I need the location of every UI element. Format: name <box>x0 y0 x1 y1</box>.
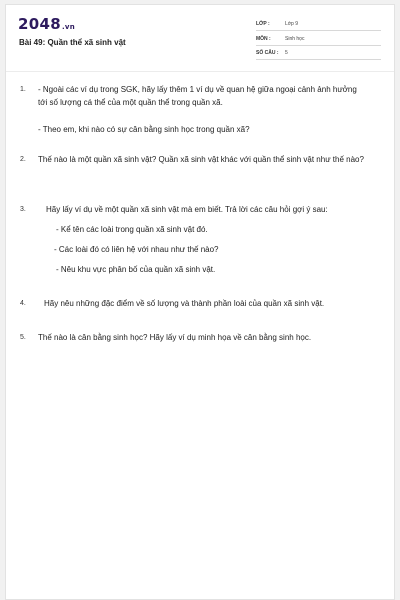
logo-tld: .vn <box>61 23 76 31</box>
question-number: 2. <box>20 156 26 163</box>
header-divider <box>6 71 394 72</box>
meta-divider <box>256 45 381 46</box>
question-text: Thế nào là cân bằng sinh học? Hãy lấy ví dụ minh họa về cân bằng sinh học. <box>38 333 312 342</box>
logo-main: 2048 <box>18 15 61 33</box>
question-subitem: - Các loài đó có liên hệ với nhau như thế nào? <box>54 245 219 254</box>
meta-value-count: 5 <box>285 50 288 56</box>
meta-divider <box>256 30 381 31</box>
question-number: 5. <box>20 334 26 341</box>
meta-value-subject: Sinh học <box>285 36 305 42</box>
site-logo[interactable] <box>18 15 75 33</box>
worksheet-page <box>5 4 395 600</box>
lesson-title: Bài 49: Quần thể xã sinh vật <box>19 38 126 47</box>
question-number: 4. <box>20 300 26 307</box>
meta-label-count: SỐ CÂU : <box>256 50 279 56</box>
worksheet-header <box>6 5 394 75</box>
meta-label-subject: MÔN : <box>256 36 271 42</box>
question-subitem: - Nêu khu vực phân bố của quần xã sinh vật. <box>56 265 216 274</box>
question-text: Thế nào là một quần xã sinh vật? Quần xã sinh vật khác với quần thể sinh vật như thế nào? <box>38 155 364 164</box>
meta-divider <box>256 59 381 60</box>
question-subitem: - Theo em, khi nào có sự cân bằng sinh học trong quần xã? <box>38 125 250 134</box>
question-number: 1. <box>20 86 26 93</box>
question-subitem: - Kể tên các loài trong quần xã sinh vật đó. <box>56 225 208 234</box>
question-number: 3. <box>20 206 26 213</box>
meta-value-class: Lớp 9 <box>285 21 299 27</box>
question-text: - Ngoài các ví dụ trong SGK, hãy lấy thêm 1 ví dụ về quan hệ giữa ngoại cảnh ảnh hưởng tới số lượng cá thể của một quần thể trong quần xã. <box>38 85 357 107</box>
question-text: Hãy nêu những đặc điểm về số lượng và thành phần loài của quần xã sinh vật. <box>44 299 325 308</box>
question-text: Hãy lấy ví dụ về một quần xã sinh vật mà em biết. Trả lời các câu hỏi gợi ý sau: <box>46 205 328 214</box>
meta-label-class: LỚP : <box>256 21 270 27</box>
